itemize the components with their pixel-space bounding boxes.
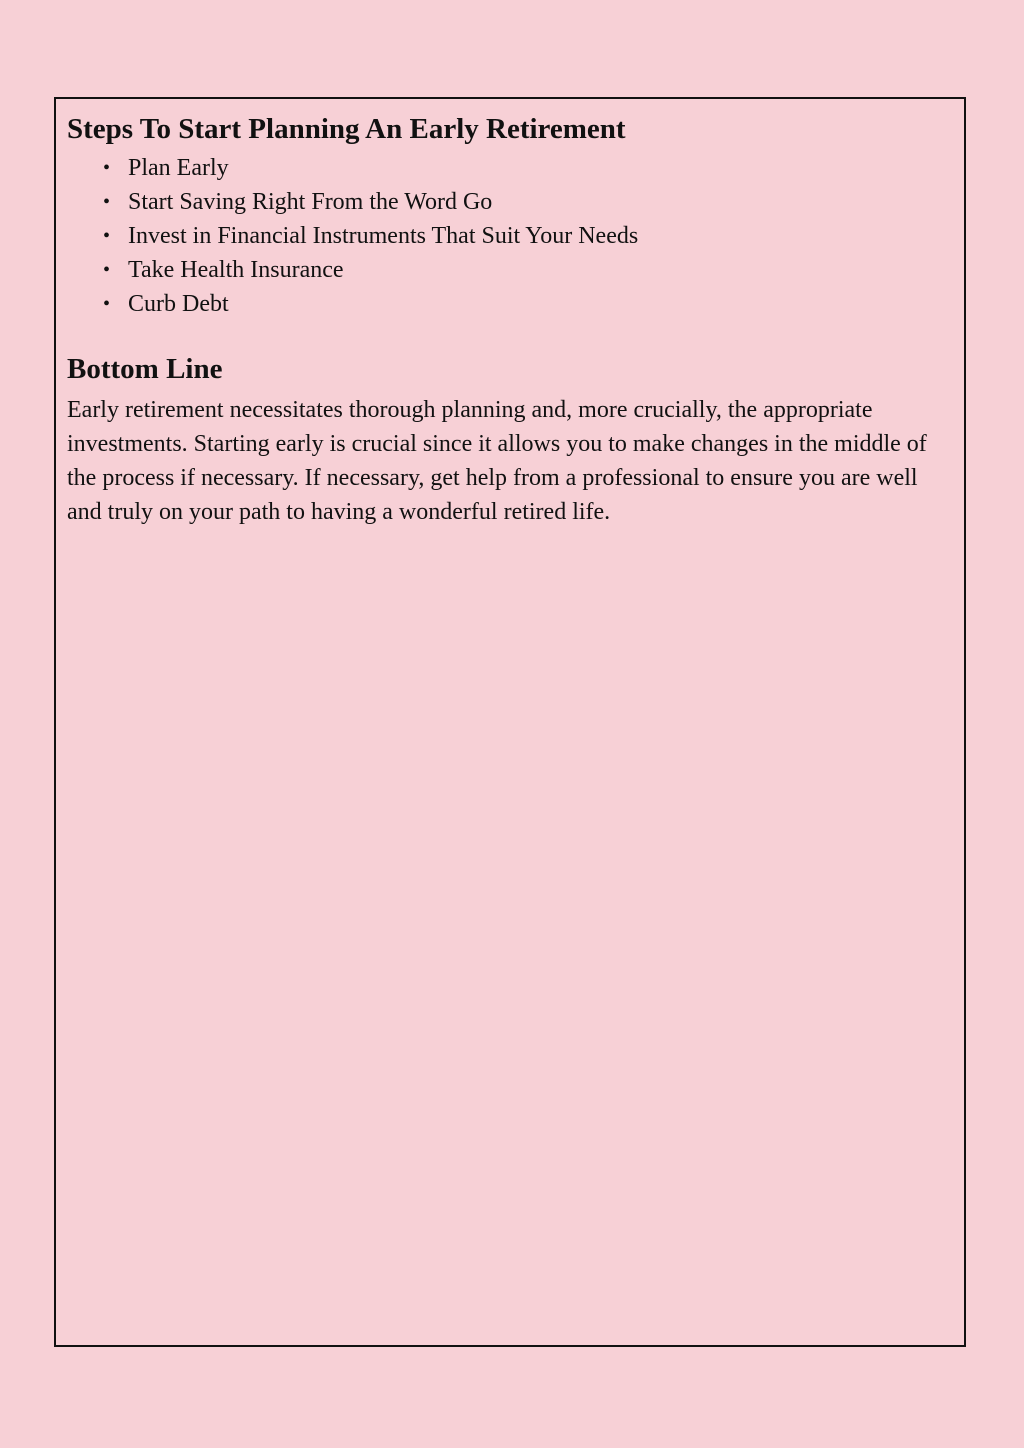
bullet-icon: • (103, 259, 111, 281)
list-item-text: Invest in Financial Instruments That Suit Your Needs (128, 223, 639, 249)
list-item (103, 219, 952, 253)
list-item (103, 287, 952, 321)
bullet-icon: • (103, 191, 111, 213)
list-item-text: Start Saving Right From the Word Go (128, 189, 493, 215)
list-item-text: Plan Early (128, 155, 229, 181)
bottom-line-heading: Bottom Line (67, 353, 223, 385)
list-item (103, 151, 952, 185)
bullet-icon: • (103, 157, 111, 179)
steps-list (67, 151, 952, 321)
steps-heading: Steps To Start Planning An Early Retirement (67, 113, 626, 145)
bullet-icon: • (103, 225, 111, 247)
list-item (103, 253, 952, 287)
document-frame (54, 97, 966, 1347)
list-item (103, 185, 952, 219)
bullet-icon: • (103, 293, 111, 315)
list-item-text: Take Health Insurance (128, 257, 344, 283)
bottom-line-paragraph: Early retirement necessitates thorough planning and, more crucially, the appropriate investments. Starting early is crucial since it allows you to make changes in the middle of the process if necessary. If necessary, get help from a professional to ensure you are well and truly on your path to having a wonderful retired life. (67, 397, 927, 525)
list-item-text: Curb Debt (128, 291, 229, 317)
